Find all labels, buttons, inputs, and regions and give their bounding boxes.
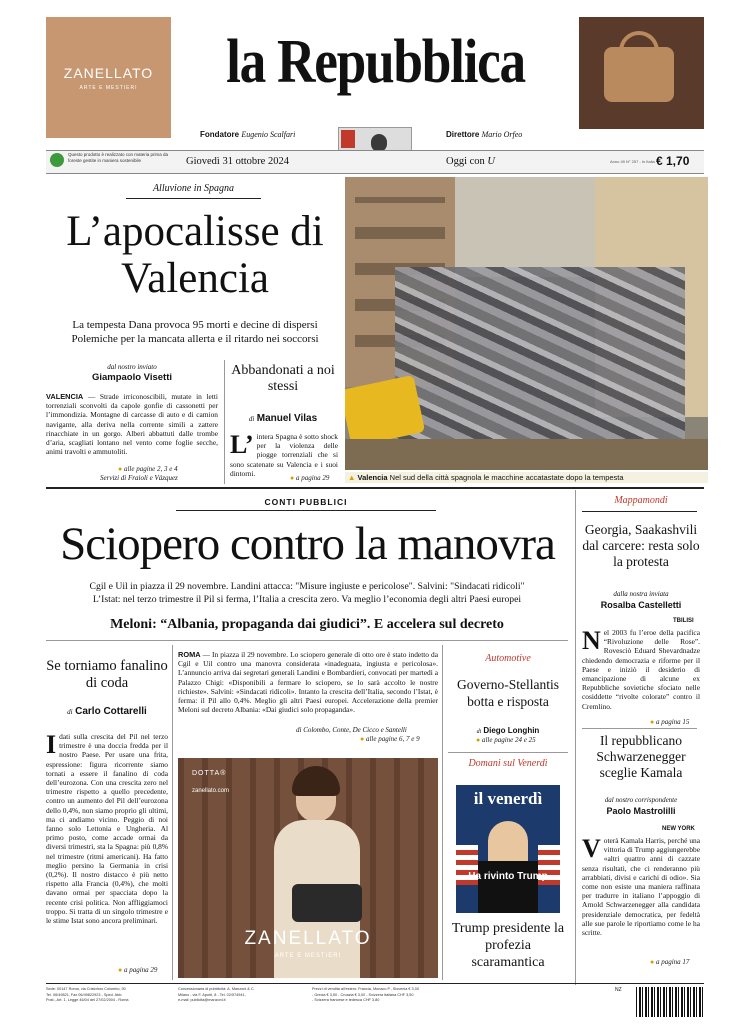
bag-handle bbox=[619, 31, 659, 61]
u-logo-badge bbox=[341, 130, 355, 148]
manovra-byline: di Colombo, Conte, De Cicco e Santelli bbox=[296, 726, 407, 734]
manovra-headline[interactable]: Sciopero contro la manovra bbox=[60, 518, 555, 570]
manovra-kicker: CONTI PUBBLICI bbox=[264, 497, 348, 507]
kamala-pag[interactable]: ● a pagina 17 bbox=[650, 958, 689, 966]
street-mud bbox=[345, 439, 708, 470]
masthead-title[interactable]: la Repubblica bbox=[226, 28, 525, 96]
right-ad[interactable] bbox=[579, 17, 704, 142]
with-today-brand: U bbox=[487, 156, 496, 167]
manovra-city: ROMA bbox=[178, 650, 201, 659]
automotive-pag[interactable]: ● alle pagine 24 e 25 bbox=[476, 736, 536, 744]
cottarelli-title[interactable]: Se torniamo fanalino di coda bbox=[46, 658, 168, 691]
venerdi-cover-title: il venerdì bbox=[473, 789, 543, 808]
center-ad-sub: ARTE E MESTIERI bbox=[274, 953, 342, 959]
kicker-rule bbox=[126, 198, 261, 199]
left-ad-brand: ZANELLATO bbox=[63, 65, 154, 81]
georgia-body-text: el 2003 fu l’eroe della pacifica “Rivoluzione delle Rose”. Rovesciò Eduard Shevardnadze chiedendo democrazia e riforme per il Paese e iniziò il desiderio di emancipazione di alcune ex Repubbliche sovietiche sfociato nelle cosiddette “rivolte colorate” contro il Cremlino. bbox=[582, 628, 700, 711]
right-ad-url: zanellato.com bbox=[619, 135, 664, 142]
kamala-city: NEW YORK bbox=[662, 826, 695, 832]
abbandonati-pag[interactable]: ● a pagina 29 bbox=[290, 474, 329, 482]
caption-text: Nel sud della città spagnola le macchine accatastate dopo la tempesta bbox=[389, 473, 624, 482]
automotive-author: Diego Longhin bbox=[483, 726, 540, 735]
cottarelli-body bbox=[46, 732, 168, 925]
mappamondi-kicker: Mappamondi bbox=[614, 495, 668, 506]
center-ad-top: DOTTA® bbox=[192, 770, 227, 777]
center-ad[interactable] bbox=[178, 758, 438, 978]
venerdi-rule bbox=[448, 752, 568, 753]
venerdi-cover-caption: Ha rivinto Trump bbox=[468, 871, 548, 882]
trump-suit bbox=[478, 861, 538, 913]
kamala-body-text: oterà Kamala Harris, perché una vittoria di Trump aggiungerebbe «altri quattro anni di cazzate senza risultati, che ci renderanno più arrabbiati, divisi e carichi di odio». Sia come non esiste una maniera raffinata per tradurre in italiano l’appoggio di Arnold Schwarzenegger alla candidata presidenziale democratica, per fedeltà alle sue parole le riportiamo come le ha scritte. bbox=[582, 836, 700, 938]
manovra-body bbox=[178, 650, 438, 714]
footer-rule bbox=[46, 983, 704, 984]
venerdi-title[interactable]: Trump presidente la profezia scaramantica bbox=[451, 921, 565, 970]
left-ad-sub: ARTE E MESTIERI bbox=[79, 85, 138, 91]
kamala-title[interactable]: Il repubblicano Schwarzenegger sceglie Kamala bbox=[596, 733, 686, 780]
manovra-kicker-rule bbox=[176, 510, 436, 511]
venerdi-cover[interactable] bbox=[456, 785, 560, 913]
automotive-title[interactable]: Governo-Stellantis botta e risposta bbox=[457, 677, 559, 709]
section-rule bbox=[46, 487, 704, 489]
manovra-second-headline[interactable]: Meloni: “Albania, propaganda dai giudici”. E accelera sul decreto bbox=[110, 617, 504, 632]
pefc-text: Questo prodotto è realizzato con materia prima da foreste gestite in maniera sostenibile bbox=[68, 152, 169, 163]
cars-pile bbox=[395, 267, 685, 457]
kamala-byline-label: dal nostro corrispondente bbox=[604, 796, 678, 804]
valencia-byline-label: dal nostro inviato bbox=[107, 363, 157, 371]
director-name: Mario Orfeo bbox=[481, 130, 523, 139]
abbandonati-byline bbox=[228, 413, 338, 424]
valencia-body bbox=[46, 392, 218, 456]
mappamondi-rule bbox=[582, 511, 697, 512]
kamala-dropcap: V bbox=[582, 834, 601, 863]
abbandonati-byline-pre: di bbox=[248, 415, 255, 423]
abbandonati-author: Manuel Vilas bbox=[256, 413, 318, 424]
founder-name: Eugenio Scalfari bbox=[241, 130, 296, 139]
price-small: Anno 49 N° 257 - In Italia bbox=[610, 159, 655, 164]
valencia-city: VALENCIA bbox=[46, 392, 84, 401]
center-ad-brand: ZANELLATO bbox=[244, 928, 372, 949]
cottarelli-pag[interactable]: ● a pagina 29 bbox=[118, 966, 157, 974]
georgia-byline-label: dalla nostra inviata bbox=[613, 590, 669, 598]
manovra-mid-rule bbox=[46, 640, 568, 641]
georgia-city: TBILISI bbox=[673, 618, 694, 624]
valencia-pag[interactable]: ● alle pagine 2, 3 e 4 bbox=[118, 465, 178, 473]
abbandonati-title[interactable]: Abbandonati a noi stessi bbox=[231, 363, 335, 394]
footer-code: NZ bbox=[615, 987, 622, 993]
street-far bbox=[455, 177, 595, 277]
left-ad[interactable] bbox=[46, 17, 171, 138]
valencia-kicker: Alluvione in Spagna bbox=[152, 183, 235, 194]
barcode bbox=[636, 987, 704, 1017]
valencia-photo[interactable] bbox=[345, 177, 708, 470]
automotive-byline bbox=[448, 726, 568, 735]
with-today bbox=[446, 156, 495, 167]
kamala-rule bbox=[582, 728, 697, 729]
venerdi-kicker: Domani sul Venerdì bbox=[468, 758, 548, 769]
automotive-kicker: Automotive bbox=[485, 653, 531, 664]
date: Giovedì 31 ottobre 2024 bbox=[186, 156, 289, 167]
abbandonati-dropcap: L’ bbox=[230, 430, 254, 459]
founder-label: Fondatore bbox=[200, 130, 240, 139]
georgia-byline: Rosalba Castelletti bbox=[600, 600, 682, 610]
footer-col2: Concessionaria di pubblicità: A. Manzoni & C. Milano - via F. Aporti, 8 - Tel. 02/574941, e-mail: publicita@manzoni.it bbox=[178, 987, 255, 1002]
footer-col3: Prezzi di vendita all’estero: Francia, Monaco P., Slovenia € 3,00 - Grecia € 3,50 - Croazia € 3,00 - Svizzera italiana CHF 3,50 - Svizzera francese e tedesca CHF 3,80 bbox=[312, 987, 419, 1002]
caption-place: Valencia bbox=[357, 473, 388, 482]
georgia-title[interactable]: Georgia, Saakashvili dal carcere: resta solo la protesta bbox=[582, 522, 700, 569]
price: € 1,70 bbox=[656, 154, 690, 168]
vertical-rule-2 bbox=[172, 645, 173, 980]
vertical-rule-3 bbox=[442, 645, 443, 980]
valencia-byline: Giampaolo Visetti bbox=[91, 372, 173, 383]
cottarelli-dropcap: I bbox=[46, 730, 57, 759]
automotive-byline-pre: di bbox=[476, 729, 482, 735]
abbandonati-body bbox=[230, 432, 338, 478]
vertical-rule-1 bbox=[224, 360, 225, 484]
founder-line bbox=[200, 130, 295, 139]
georgia-body bbox=[582, 628, 700, 711]
with-today-label: Oggi con bbox=[446, 156, 485, 167]
director-label: Direttore bbox=[446, 130, 480, 139]
manovra-pag[interactable]: ● alle pagine 6, 7 e 9 bbox=[360, 735, 420, 743]
cottarelli-byline-pre: di bbox=[67, 708, 73, 716]
caption-marker: ▲ bbox=[348, 473, 356, 482]
pefc-icon bbox=[50, 153, 64, 167]
georgia-dropcap: N bbox=[582, 626, 601, 655]
georgia-pag[interactable]: ● a pagina 15 bbox=[650, 718, 689, 726]
manovra-subhead: Cgil e Uil in piazza il 29 novembre. Landini attacca: "Misure ingiuste e pericolose". Salvini: "Sindacati ridicoli" L’Istat: nel terzo trimestre il Pil si ferma, l’Italia a crescita zero. Va meglio l’economia degli altri Paesi europei bbox=[89, 581, 525, 605]
valencia-body-text: — Strade irriconoscibili, mutate in letti torrenziali sconvolti da capole gonfie di cassonetti per l’immondizia. Montagne di carcasse di auto e di camion navigante, alla deriva nella corrente simili a zattere rinacchiate in un gorgo. Alberi abbattuti dalle trombe d’aria, scagliati lontano nel vento come foglie secche, animi travolti e ammutoliti. bbox=[46, 392, 218, 457]
manovra-body-text: — In piazza il 29 novembre. Lo sciopero generale di otto ore è stato indetto da Cgil e Uil contro una manovra considerata «inadeguata, ingiusta e pericolosa». L’annuncio arriva dai segretari generali Landini e Bombardieri, convocati per martedì a Palazzo Chigi: «Disponibili a fermare lo sciopero, se lo sarà accolto le nostre richieste». Salvini: «Sindacati ridicoli». Intanto la crescita dell’Italia, secondo l’Istat, è ferma: il Pil allo 0,4%. Meglio gli altri Paesi europei. Accelerazione della premier Meloni sul decreto Albania: «Dai giudici solo propaganda». bbox=[178, 650, 438, 715]
valencia-subhead: La tempesta Dana provoca 95 morti e decine di dispersi Polemiche per la mancata allerta e il ritardo nei soccorsi bbox=[71, 319, 319, 345]
footer-col1: Sede: 00147 Roma, via Cristoforo Colombo, 90 Tel. 06/49821, Fax 06/49822923 - Sped. Abb. Post., Art. 1, Legge 46/04 del 27/02/2004 - Roma bbox=[46, 987, 129, 1002]
director-line bbox=[446, 130, 522, 139]
kamala-body bbox=[582, 836, 700, 937]
cottarelli-body-text: dati sulla crescita del Pil nel terzo trimestre è una doccia fredda per il nostro Paese. Per usare una frita, espressione: figura ricorrente siamo tornati a essere il fanalino di coda dell’eurozona. Con una crescita zero nel trimestre rispetto a quello precedente, contro un aumento del Pil dell’eurozona dello 0,4%, non siamo proprio gli ultimi, ma ci andiamo vicino. Peggio di noi fanno solo Lettonia e Ungheria. Al primo posto, come accade ormai da diversi trimestri, sta la Spagna: più 0,8% nel trimestre (ritmi americani). Ha fatto meglio persino la Germania in crisi (0,2%). Il nostro distacco è più netto rispetto alla Francia (0,4%), che molti davano ormai per spacciata dopo la recente crisi politica. Non affliggiamoci troppo. Si tratta di un singolo trimestre e le stime Istat sono ancora preliminari. bbox=[46, 732, 168, 926]
abbandonati-body-text: intera Spagna è sotto shock per la violenza delle piogge torrenziali che si sono scatenate su Valencia e i suoi dintorni. bbox=[230, 432, 338, 478]
valencia-services: Servizi di Fraioli e Vázquez bbox=[100, 474, 178, 482]
valencia-headline[interactable]: L’apocalisse di Valencia bbox=[66, 208, 324, 302]
kamala-byline: Paolo Mastrolilli bbox=[606, 806, 676, 816]
cottarelli-byline bbox=[46, 706, 168, 717]
center-ad-url: zanellato.com bbox=[192, 788, 230, 794]
handbag bbox=[292, 884, 362, 922]
cottarelli-author: Carlo Cottarelli bbox=[75, 706, 147, 717]
photo-caption bbox=[345, 472, 708, 483]
